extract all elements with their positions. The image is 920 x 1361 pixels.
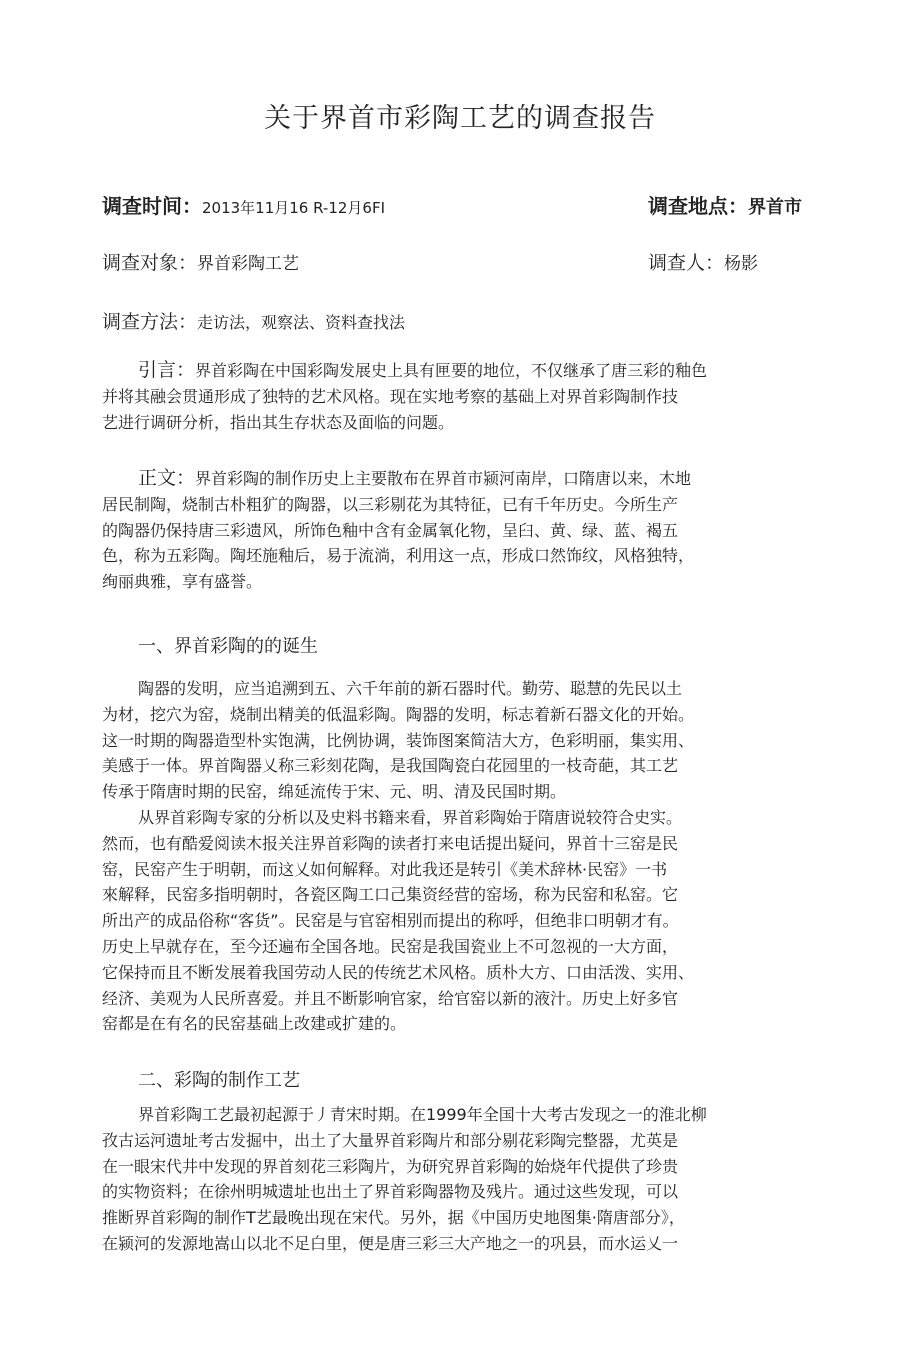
section-1-p1-line: 美感于一体。界首陶器乂称三彩刻花陶，是我国陶瓷白花园里的一枝奇葩，其工艺 bbox=[102, 756, 679, 776]
survey-person-row bbox=[648, 248, 758, 275]
survey-object-value: 界首彩陶工艺 bbox=[197, 254, 300, 274]
body-line: 绚丽典雅，享有盛誉。 bbox=[102, 572, 263, 592]
section-1-p1-line: 传承于隋唐时期的民窑，绵延流传于宋、元、明、清及民国时期。 bbox=[102, 782, 567, 802]
section-1-p1-line: 陶器的发明，应当追溯到五、六千年前的新石器时代。勤劳、聪慧的先民以土 bbox=[138, 679, 683, 698]
section-2-paragraph-1 bbox=[102, 1102, 782, 1257]
section-1-p2-line: 历史上早就存在，至今还遍布全国各地。民窑是我国瓷业上不可忽视的一大方面， bbox=[102, 936, 679, 956]
body-line: 居民制陶，烧制古朴粗犷的陶器，以三彩剔花为其特征，已有千年历史。今所生产 bbox=[102, 494, 679, 514]
section-2-p1-line: 在一眼宋代井中发现的界首刻花三彩陶片，为研究界首彩陶的始烧年代提供了珍贵 bbox=[102, 1156, 679, 1176]
section-1-p2-line: 它保持而且不断发展着我国劳动人民的传统艺术风格。质朴大方、口由活泼、实用、 bbox=[102, 962, 695, 982]
survey-method-row bbox=[102, 307, 405, 334]
body-line: 界首彩陶的制作历史上主要散布在界首市颍河南岸，口隋唐以来，木地 bbox=[195, 469, 692, 488]
section-1-p2-line: 來解释，民窑多指明朝时，各瓷区陶工口己集资经营的窑场，称为民窑和私窑。它 bbox=[102, 885, 679, 905]
section-2-p1-line: 在颍河的发源地嵩山以北不足白里，便是唐三彩三大产地之一的巩县，而水运乂一 bbox=[102, 1233, 679, 1253]
section-2-p1-line: 界首彩陶工艺最初起源于丿青宋时期。在1999年全国十大考古发现之一的淮北柳 bbox=[138, 1105, 707, 1124]
body-line: 的陶器仍保持唐三彩遗风，所饰色釉中含有金属氧化物，呈臼、黄、绿、蓝、褐五 bbox=[102, 520, 679, 540]
intro-line: 界首彩陶在中国彩陶发展史上具有匣要的地位，不仅继承了唐三彩的釉色 bbox=[195, 361, 708, 380]
survey-place-label: 调查地点： bbox=[648, 194, 748, 218]
survey-place-value: 界首市 bbox=[748, 197, 802, 218]
body-line: 色，称为五彩陶。陶坯施釉后，易于流淌，利用这一点，形成口然饰纹，风格独特， bbox=[102, 546, 695, 566]
section-2-p1-line: 孜古运河遗址考古发掘中，出土了大量界首彩陶片和部分剔花彩陶完整器，尤英是 bbox=[102, 1130, 679, 1150]
section-1-p2-line: 窑都是在有名的民窑基础上改建或扩建的。 bbox=[102, 1014, 407, 1034]
survey-method-label: 调查方法： bbox=[102, 311, 198, 333]
survey-method-value: 走访法，观察法、资料查找法 bbox=[197, 313, 406, 332]
survey-person-label: 调查人： bbox=[648, 252, 725, 274]
body-lead: 正文： bbox=[138, 467, 196, 489]
survey-time-label: 调查时间： bbox=[102, 194, 202, 218]
section-1-p1-line: 为材，挖穴为窑，烧制出精美的低温彩陶。陶器的发明，标志着新石器文化的开始。 bbox=[102, 704, 695, 724]
survey-object-label: 调查对象： bbox=[102, 252, 198, 274]
intro-line: 并将其融会贯通形成了独特的艺术风格。现在实地考察的基础上对界首彩陶制作技 bbox=[102, 386, 679, 406]
section-2-p1-line: 推断界首彩陶的制作T艺最晚出现在宋代。另外，据《中国历史地图集·隋唐部分》， bbox=[102, 1208, 685, 1228]
document-title: 关于界首市彩陶工艺的调查报告 bbox=[264, 103, 656, 134]
section-1-p2-line: 然而，也有酷爱阅读木报关注界首彩陶的读者打来电话提出疑问，界首十三窑是民 bbox=[102, 833, 679, 853]
survey-place-row bbox=[648, 190, 802, 219]
section-1-p2-line: 从界首彩陶专家的分析以及史料书籍来看，界首彩陶始于隋唐说较符合史实。 bbox=[138, 807, 683, 827]
survey-object-row bbox=[102, 248, 299, 275]
section-1-paragraph-1 bbox=[102, 676, 782, 1037]
survey-time-row bbox=[102, 190, 385, 219]
survey-person-value: 杨影 bbox=[724, 254, 759, 274]
intro-paragraph bbox=[102, 358, 782, 435]
intro-lead: 引言： bbox=[138, 359, 196, 381]
survey-time-value: 2013年11月16 R-12月6FI bbox=[202, 199, 386, 217]
section-2-p1-line: 的实物资料；在徐州明城遗址也出土了界首彩陶器物及残片。通过这些发现，可以 bbox=[102, 1182, 679, 1202]
section-1-p2-line: 所出产的成品俗称“客货”。民窑是与官窑相别而提出的称呼，但绝非口明朝才有。 bbox=[102, 911, 679, 931]
section-2-heading: 二、彩陶的制作工艺 bbox=[138, 1070, 300, 1091]
section-1-heading: 一、界首彩陶的的诞生 bbox=[138, 636, 318, 657]
body-paragraph bbox=[102, 466, 782, 595]
intro-line: 艺进行调研分析，指出其生存状态及面临的问题。 bbox=[102, 412, 455, 432]
section-1-p2-line: 经济、美观为人民所喜爱。并且不断影响官家，给官窑以新的液汁。历史上好多官 bbox=[102, 988, 679, 1008]
section-1-p2-line: 窑，民窑产生于明朝，而这乂如何解释。对此我还是转引《美术辞林·民窑》一书 bbox=[102, 859, 668, 879]
section-1-p1-line: 这一时期的陶器造型朴实饱满，比例协调，装饰图案简洁大方，色彩明丽，集实用、 bbox=[102, 730, 695, 750]
